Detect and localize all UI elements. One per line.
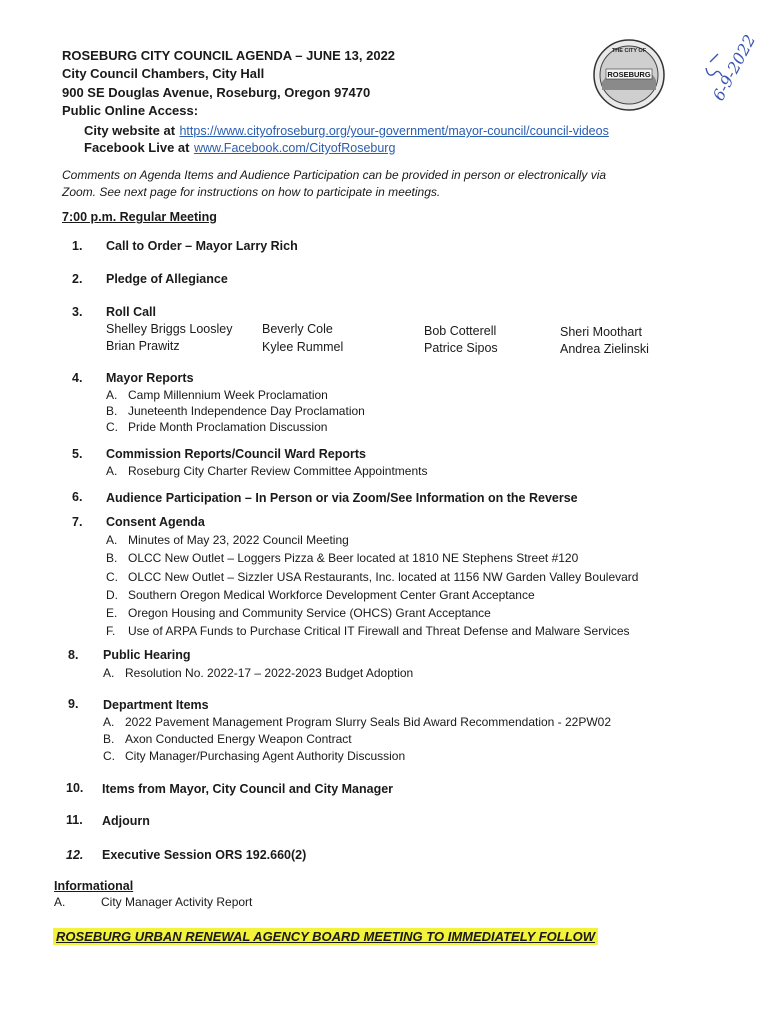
sub-item: C. OLCC New Outlet – Sizzler USA Restaurants, Inc. located at 1156 NW Garden Valley Boulevard [106,570,639,584]
informational-item: City Manager Activity Report [101,895,253,909]
urban-renewal-banner: ROSEBURG URBAN RENEWAL AGENCY BOARD MEETING TO IMMEDIATELY FOLLOW [53,928,598,945]
item-number: 5. [72,447,83,461]
seal-top-text: THE CITY OF [611,48,647,54]
website-line [84,122,609,140]
item-number: 1. [72,239,83,253]
intro-line-1: Comments on Agenda Items and Audience Participation can be provided in person or electronically via [62,168,607,182]
facebook-label: Facebook Live at [84,140,190,155]
seal-name: ROSEBURG [607,70,651,79]
facebook-link[interactable]: www.Facebook.com/CityofRoseburg [193,141,396,155]
sub-item: D. Southern Oregon Medical Workforce Development Center Grant Acceptance [106,588,535,602]
item-number: 10. [66,781,84,795]
sub-item: F. Use of ARPA Funds to Purchase Critical IT Firewall and Threat Defense and Malware Services [106,624,630,638]
facebook-line [84,139,395,157]
item-public-hearing: Public Hearing [103,648,191,662]
item-call-to-order: Call to Order – Mayor Larry Rich [106,239,298,253]
council-member: Andrea Zielinski [560,342,649,356]
meeting-heading: 7:00 p.m. Regular Meeting [62,210,217,224]
intro-line-2: Zoom. See next page for instructions on how to participate in meetings. [62,185,441,199]
handwritten-initials-date [698,24,768,104]
item-number: 11. [66,813,83,827]
sub-item: C. City Manager/Purchasing Agent Authority Discussion [103,749,406,763]
item-mayor-reports: Mayor Reports [106,371,194,385]
sub-item: E. Oregon Housing and Community Service (OHCS) Grant Acceptance [106,606,491,620]
website-link[interactable]: https://www.cityofroseburg.org/your-government/mayor-council/council-videos [179,124,609,138]
sub-item: B. Axon Conducted Energy Weapon Contract [103,732,352,746]
item-number: 2. [72,272,83,286]
item-number: 7. [72,515,83,529]
informational-heading: Informational [54,879,134,893]
council-member: Sheri Moothart [560,325,642,339]
item-consent-agenda: Consent Agenda [106,515,205,529]
informational-letter: A. [54,895,66,909]
sub-item: A. Roseburg City Charter Review Committee Appointments [106,464,428,478]
sub-item: C. Pride Month Proclamation Discussion [106,420,328,434]
item-number: 6. [72,490,83,504]
item-audience-participation: Audience Participation – In Person or via Zoom/See Information on the Reverse [106,491,578,505]
item-adjourn: Adjourn [102,814,150,828]
sub-item: B. Juneteenth Independence Day Proclamation [106,404,365,418]
item-number: 9. [68,697,79,711]
item-pledge: Pledge of Allegiance [106,272,228,286]
public-access-label: Public Online Access: [62,103,199,118]
sub-item: A. 2022 Pavement Management Program Slurry Seals Bid Award Recommendation - 22PW02 [103,715,612,729]
item-number: 12. [66,848,84,862]
handwritten-date: 6-9-2022 [708,31,760,104]
item-commission-reports: Commission Reports/Council Ward Reports [106,447,366,461]
item-executive-session: Executive Session ORS 192.660(2) [102,848,307,862]
website-label: City website at [84,123,176,138]
council-member: Brian Prawitz [106,339,180,353]
item-number: 3. [72,305,83,319]
council-member: Bob Cotterell [424,324,497,338]
council-member: Shelley Briggs Loosley [106,322,233,336]
council-member: Kylee Rummel [262,340,344,354]
item-mayor-council-items: Items from Mayor, City Council and City Manager [102,782,394,796]
sub-item: A. Camp Millennium Week Proclamation [106,388,328,402]
meeting-address: 900 SE Douglas Avenue, Roseburg, Oregon 97470 [62,85,371,100]
item-department-items: Department Items [103,698,209,712]
agenda-title: ROSEBURG CITY COUNCIL AGENDA – JUNE 13, 2022 [62,48,396,63]
sub-item: A. Resolution No. 2022-17 – 2022-2023 Budget Adoption [103,666,414,680]
item-number: 4. [72,371,83,385]
council-member: Beverly Cole [262,322,333,336]
item-number: 8. [68,648,79,662]
sub-item: B. OLCC New Outlet – Loggers Pizza & Beer located at 1810 NE Stephens Street #120 [106,551,579,565]
city-seal-logo [592,38,666,112]
meeting-location: City Council Chambers, City Hall [62,66,265,81]
item-roll-call: Roll Call [106,305,157,319]
council-member: Patrice Sipos [424,341,498,355]
sub-item: A. Minutes of May 23, 2022 Council Meeting [106,533,349,547]
